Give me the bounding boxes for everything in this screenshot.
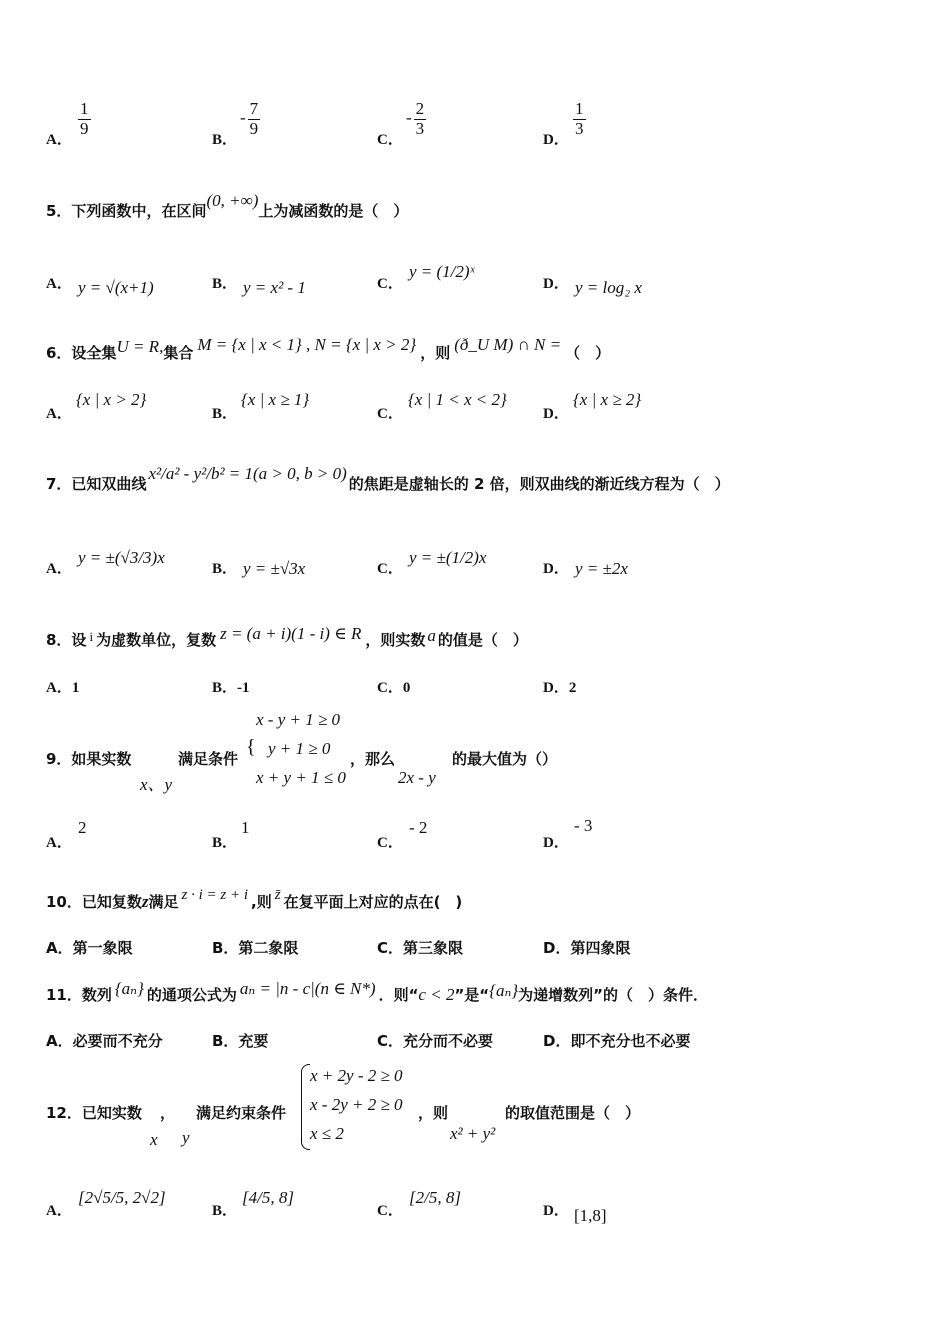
q6-option-a-label: A． [46,406,72,422]
q9-brace: { [246,736,256,758]
q9-option-b-label: B． [212,835,238,851]
q12-stem-mid2: ，则 [418,1104,449,1122]
q8-option-b: B．-1 [212,680,250,696]
q6-option-b-value: {x | x ≥ 1} [241,390,310,409]
q5-option-b-label: B． [212,276,238,292]
q11-option-c: C．充分而不必要 [377,1032,494,1050]
q11-option-d: D．即不充分也不必要 [543,1032,691,1050]
q8-option-c: C．0 [377,680,411,696]
q8-stem: 8．设 i 为虚数单位，复数 z = (a + i)(1 - i) ∈ R ，则实数 a 的值是（ ） [46,624,528,649]
q6-option-b-label: B． [212,406,238,422]
q9-constraint-2: y + 1 ≥ 0 [268,739,331,758]
q4-option-d-label: D． [543,132,569,148]
q12-option-a-value: [2√5/5, 2√2] [78,1188,166,1207]
q7-option-b-label: B． [212,561,238,577]
q9-option-c-label: C． [377,835,403,851]
q12-option-a-label: A． [46,1203,72,1219]
q5-stem: 5．下列函数中，在区间(0, +∞)上为减函数的是（ ） [46,191,409,220]
q7-option-a-label: A． [46,561,72,577]
q6-option-d-value: {x | x ≥ 2} [573,390,642,409]
q10-option-d: D．第四象限 [543,939,631,957]
q4-option-b-value: - $\frac{7}{9}$ [240,99,259,138]
q4-option-a-label: A． [46,132,72,148]
q6-option-c-value: {x | 1 < x < 2} [408,390,507,409]
q12-option-d-value: [1,8] [574,1206,607,1225]
q6-stem: 6．设全集U = R,集合 M = {x | x < 1} , N = {x | x > 2} ，则 (ð_U M) ∩ N = （ ） [46,335,611,362]
q9-constraint-3: x + y + 1 ≤ 0 [256,768,346,787]
q4-option-b-label: B． [212,132,238,148]
q7-option-d-label: D． [543,561,569,577]
q9-stem-mid2: ，那么 [350,750,396,768]
q12-var-x: x [150,1130,158,1149]
q9-option-a-label: A． [46,835,72,851]
q9-option-d-value: - 3 [574,816,593,835]
q6-option-d-label: D． [543,406,569,422]
q4-option-a-value: $\frac{1}{9}$ [80,99,89,138]
q5-option-c-label: C． [377,276,403,292]
q12-var-y: y [182,1128,190,1147]
q4-option-c-label: C． [377,132,403,148]
q7-stem: 7．已知双曲线x²/a² - y²/b² = 1(a > 0, b > 0)的焦距是虚轴长的 2 倍，则双曲线的渐近线方程为（ ） [46,464,730,493]
q8-option-d: D．2 [543,680,577,696]
q12-option-c-value: [2/5, 8] [409,1188,461,1207]
q12-stem-mid: 满足约束条件 [196,1104,287,1122]
q7-option-b-value: y = ±√3x [243,559,306,578]
q7-option-c-value: y = ±(1/2)x [409,548,487,567]
q7-option-d-value: y = ±2x [575,559,628,578]
q12-constraint-2: x - 2y + 2 ≥ 0 [310,1095,403,1114]
q5-option-b-value: y = x² - 1 [243,278,306,297]
q9-stem-post: 的最大值为（） [452,750,558,768]
q6-option-a-value: {x | x > 2} [76,390,147,409]
q5-option-a-label: A． [46,276,72,292]
q10-stem: 10．已知复数z满足 z · i = z + i ,则 z̄ 在复平面上对应的点在( ) [46,887,463,911]
q9-stem-mid: 满足条件 [178,750,239,768]
q5-option-d-label: D． [543,276,569,292]
q9-constraint-1: x - y + 1 ≥ 0 [256,710,341,729]
q11-stem: 11．数列 {aₙ} 的通项公式为 aₙ = |n - c|(n ∈ N*) ．则“c < 2”是“{aₙ}为递增数列”的（ ）条件． [46,979,709,1004]
q9-target: 2x - y [398,768,436,787]
q11-option-b: B．充要 [212,1032,269,1050]
q9-option-a-value: 2 [78,818,87,837]
q8-option-a: A．1 [46,680,80,696]
q12-comma: ， [160,1104,176,1122]
q12-constraint-1: x + 2y - 2 ≥ 0 [310,1066,403,1085]
q12-option-b-label: B． [212,1203,238,1219]
q9-option-d-label: D． [543,835,569,851]
q9-vars: x、y [140,775,173,794]
q5-option-d-value: y = log₂ x [575,278,642,297]
q9-stem-pre: 9．如果实数 [46,750,132,768]
q6-option-c-label: C． [377,406,403,422]
q12-brace [301,1064,310,1150]
q12-option-d-label: D． [543,1203,569,1219]
q10-option-b: B．第二象限 [212,939,299,957]
q12-constraint-3: x ≤ 2 [310,1124,344,1143]
q10-option-a: A．第一象限 [46,939,133,957]
q9-option-c-value: - 2 [409,818,428,837]
q10-option-c: C．第三象限 [377,939,464,957]
q12-option-b-value: [4/5, 8] [242,1188,294,1207]
q12-target: x² + y² [450,1124,496,1143]
q12-stem-pre: 12．已知实数 [46,1104,142,1122]
q5-option-c-value: y = (1/2)ˣ [409,262,475,281]
q4-option-c-value: - $\frac{2}{3}$ [406,99,425,138]
q4-option-d-value: $\frac{1}{3}$ [575,99,584,138]
q7-option-c-label: C． [377,561,403,577]
q12-option-c-label: C． [377,1203,403,1219]
q9-option-b-value: 1 [241,818,250,837]
q7-option-a-value: y = ±(√3/3)x [78,548,165,567]
q12-stem-post: 的取值范围是（ ） [505,1104,641,1122]
q11-option-a: A．必要而不充分 [46,1032,163,1050]
q5-option-a-value: y = √(x+1) [78,278,154,297]
